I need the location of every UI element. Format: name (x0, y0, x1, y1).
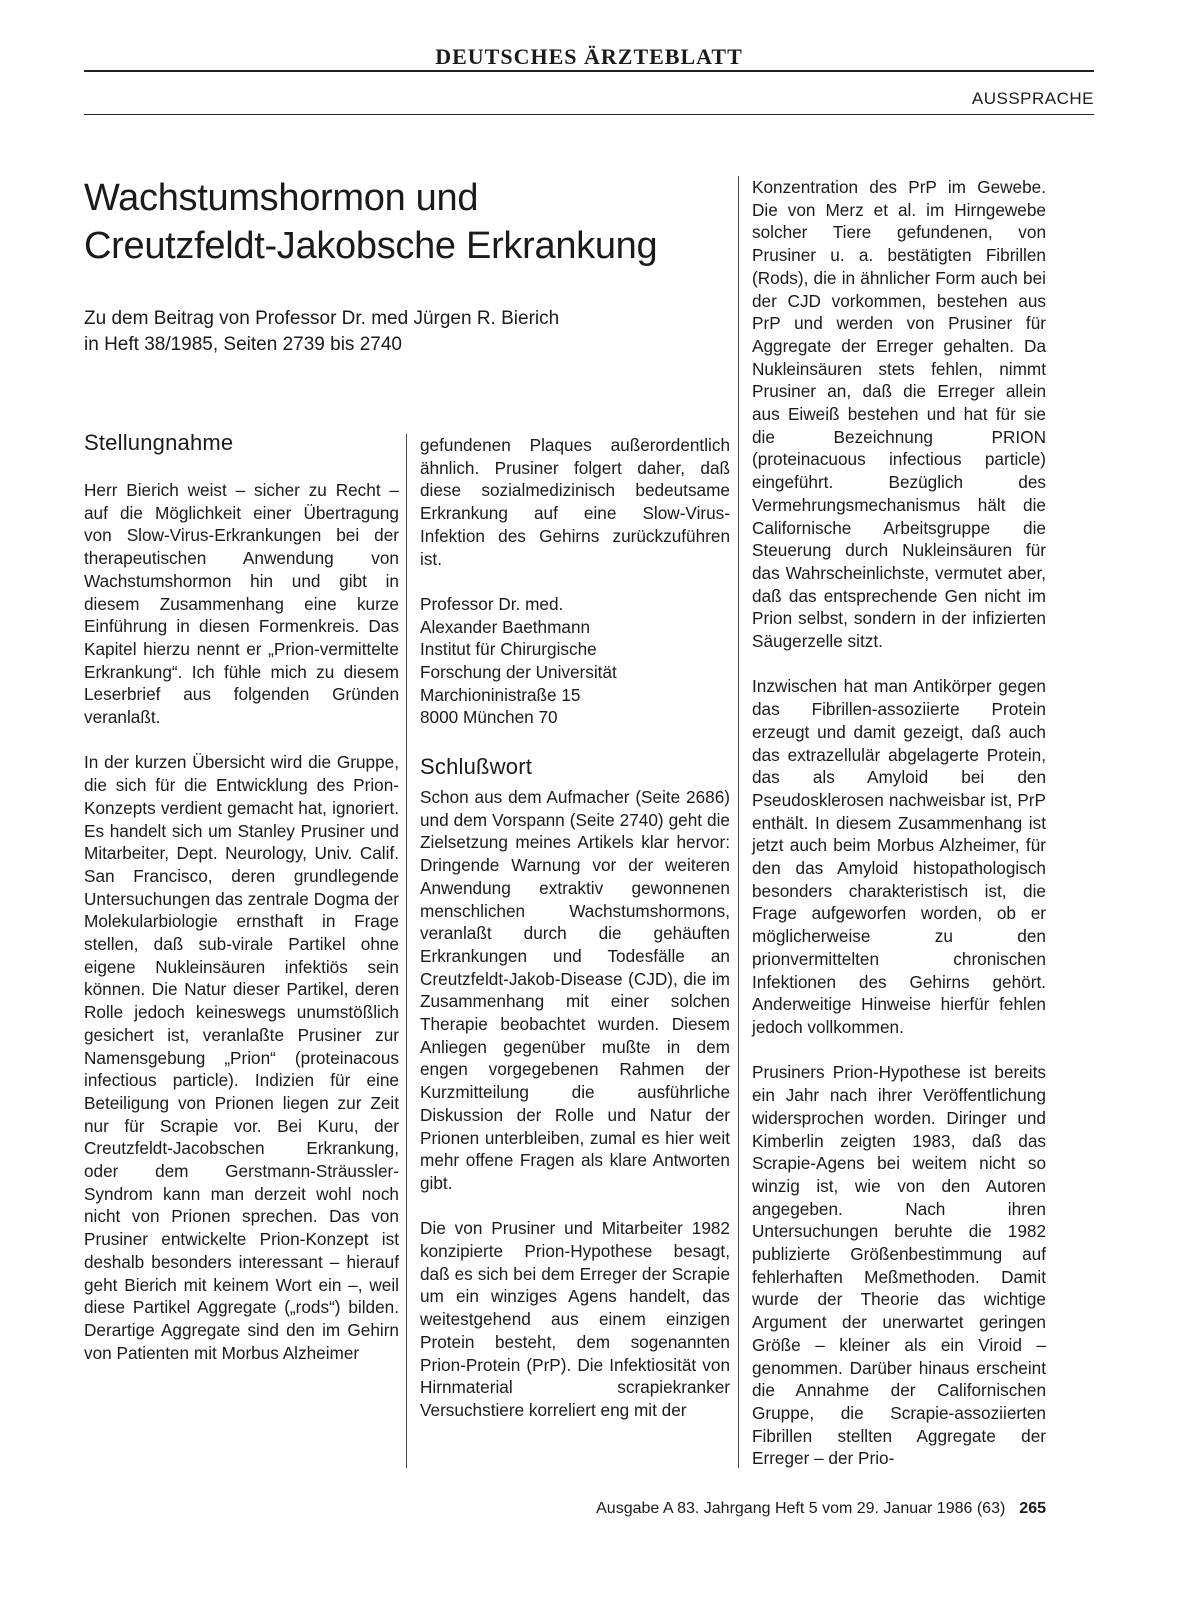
author-institute: Forschung der Universität (420, 662, 617, 683)
reply-paragraph: Konzentration des PrP im Gewebe. Die von Merz et al. im Hirngewebe solcher Tiere gefundenen, von Prusiner u. a. bestätigten Fibrillen (Rods), die in ähnlicher Form auch bei der CJD vorkommen, bestehen aus PrP und werden von Prusiner für Aggregate der Erreger gehalten. Da Nukleinsäuren stets fehlen, nimmt Prusiner an, daß die Erreger allein aus Eiweiß bestehen und hat für sie die Bezeichnung PRION (proteinacuous infectious particle) eingeführt. Bezüglich des Vermehrungsmechanismus hält die Californische Arbeitsgruppe die Steuerung durch Nukleinsäuren für das Wahrscheinlichste, vermutet aber, daß das entsprechende Gen nicht im Prion selbst, sondern in der infizierten Säugerzelle sitzt. (752, 177, 1046, 652)
author-institute: Institut für Chirurgische (420, 639, 597, 660)
title-line-1: Wachstumshormon und (84, 177, 479, 219)
reference-line-1: Zu dem Beitrag von Professor Dr. med Jürgen R. Bierich (84, 308, 560, 329)
masthead-rule (84, 70, 1094, 72)
section-label: AUSSPRACHE (971, 89, 1094, 108)
section-rule (84, 114, 1094, 115)
column-divider (738, 176, 739, 1468)
reference-line-2: in Heft 38/1985, Seiten 2739 bis 2740 (84, 334, 402, 355)
edition-info: Ausgabe A 83. Jahrgang Heft 5 vom 29. Januar 1986 (63) (596, 1500, 1006, 1517)
statement-heading: Stellungnahme (84, 430, 234, 455)
reply-heading: Schlußwort (420, 754, 533, 779)
author-address (420, 593, 730, 729)
statement-paragraph: In der kurzen Übersicht wird die Gruppe, die sich für die Entwicklung des Prion-Konzepts verdient gemacht hat, ignoriert. Es handelt sich um Stanley Prusiner und Mitarbeiter, Dept. Neurology, Univ. Calif. San Francisco, deren grundlegende Untersuchungen das zentrale Dogma der Molekularbiologie ernsthaft in Frage stellen, daß sub-virale Partikel ohne eigene Nukleinsäuren infektiös sein können. Die Natur dieser Partikel, deren Rolle jedoch keineswegs unumstößlich gesichert ist, veranlaßte Prusiner zur Namensgebung „Prion“ (proteinacous infectious particle). Indizien für eine Beteiligung von Prionen liegen zur Zeit nur für Scrapie vor. Bei Kuru, der Creutzfeldt-Jacobschen Erkrankung, oder dem Gerstmann-Sträussler-Syndrom kann man derzeit wohl noch nicht von Prionen sprechen. Das von Prusiner entwickelte Prion-Konzept ist deshalb besonders interessant – hierauf geht Bierich mit keinem Wort ein –, weil diese Partikel Aggregate („rods“) bilden. Derartige Aggregate sind den im Gehirn von Patienten mit Morbus Alzheimer (84, 752, 399, 1363)
article-title (84, 174, 744, 270)
reply-paragraph: Inzwischen hat man Antikörper gegen das Fibrillen-assoziierte Protein erzeugt und damit gezeigt, daß auch das extrazellulär abgelagerte Protein, das als Amyloid bei den Pseudosklerosen nachweisbar ist, PrP enthält. In diesem Zusammenhang ist jetzt auch beim Morbus Alzheimer, für den das Amyloid histopathologisch besonders charakteristisch ist, die Frage aufgeworfen worden, ob er möglicherweise zu den prionvermittelten chronischen Infektionen des Gehirns gehört. Anderweitige Hinweise hierfür fehlen jedoch vollkommen. (752, 676, 1046, 1037)
author-name: Alexander Baethmann (420, 616, 591, 637)
author-title: Professor Dr. med. (420, 593, 564, 614)
author-street: Marchioninistraße 15 (420, 684, 581, 705)
journal-masthead: DEUTSCHES ÄRZTEBLATT (435, 44, 743, 69)
article-reference (84, 306, 704, 358)
statement-paragraph: gefundenen Plaques außerordentlich ähnlich. Prusiner folgert daher, daß diese sozialmedizinisch bedeutsame Erkrankung auf eine Slow-Virus-Infektion des Gehirns zurückzuführen ist. (420, 435, 730, 569)
reply-paragraph: Schon aus dem Aufmacher (Seite 2686) und dem Vorspann (Seite 2740) geht die Zielsetzung meines Artikels klar hervor: Dringende Warnung vor der weiteren Anwendung extraktiv gewonnenen menschlichen Wachstumshormons, veranlaßt durch die gehäuften Erkrankungen und Todesfälle an Creutzfeldt-Jakob-Disease (CJD), die im Zusammenhang mit einer solchen Therapie beobachtet wurden. Diesem Anliegen gegenüber mußte in dem engen vorgegebenen Rahmen der Kurzmitteilung die ausführliche Diskussion der Rolle und Natur der Prionen unterbleiben, zumal es hier weit mehr offene Fragen als klare Antworten gibt. (420, 787, 730, 1193)
page-footer (596, 1500, 1046, 1518)
statement-paragraph: Herr Bierich weist – sicher zu Recht – auf die Möglichkeit einer Übertragung von Slow-Virus-Erkrankungen bei der therapeutischen Anwendung von Wachstumshormon hin und gibt in diesem Zusammenhang eine kurze Einführung in diesen Formenkreis. Das Kapitel hierzu nennt er „Prion-vermittelte Erkrankung“. Ich fühle mich zu diesem Leserbrief aus folgenden Gründen veranlaßt. (84, 480, 399, 728)
column-1 (84, 479, 399, 1387)
page-number: 265 (1019, 1500, 1046, 1517)
column-2-reply (420, 786, 730, 1444)
reply-paragraph: Die von Prusiner und Mitarbeiter 1982 konzipierte Prion-Hypothese besagt, daß es sich bei dem Erreger der Scrapie um ein winziges Agens handelt, das weitestgehend aus einem einzigen Protein besteht, dem sogenannten Prion-Protein (PrP). Die Infektiosität von Hirnmaterial scrapiekranker Versuchstiere korreliert eng mit der (420, 1218, 730, 1420)
author-city: 8000 München 70 (420, 707, 558, 728)
reply-paragraph: Prusiners Prion-Hypothese ist bereits ein Jahr nach ihrer Veröffentlichung widersprochen worden. Diringer und Kimberlin zeigten 1983, daß das Scrapie-Agens bei weitem nicht so winzig ist, wie von den Autoren angegeben. Nach ihren Untersuchungen beruhte die 1982 publizierte Größenbestimmung auf fehlerhaften Meßmethoden. Damit wurde der Theorie das wichtige Argument der unerwartet geringen Größe – kleiner als ein Viroid – genommen. Darüber hinaus erscheint die Annahme der Californischen Gruppe, die Scrapie-assoziierten Fibrillen stellten Aggregate der Erreger – der Prio- (752, 1062, 1046, 1469)
column-3 (752, 176, 1046, 1493)
title-line-2: Creutzfeldt-Jakobsche Erkrankung (84, 225, 658, 267)
column-2 (420, 434, 730, 752)
column-divider (406, 434, 407, 1468)
